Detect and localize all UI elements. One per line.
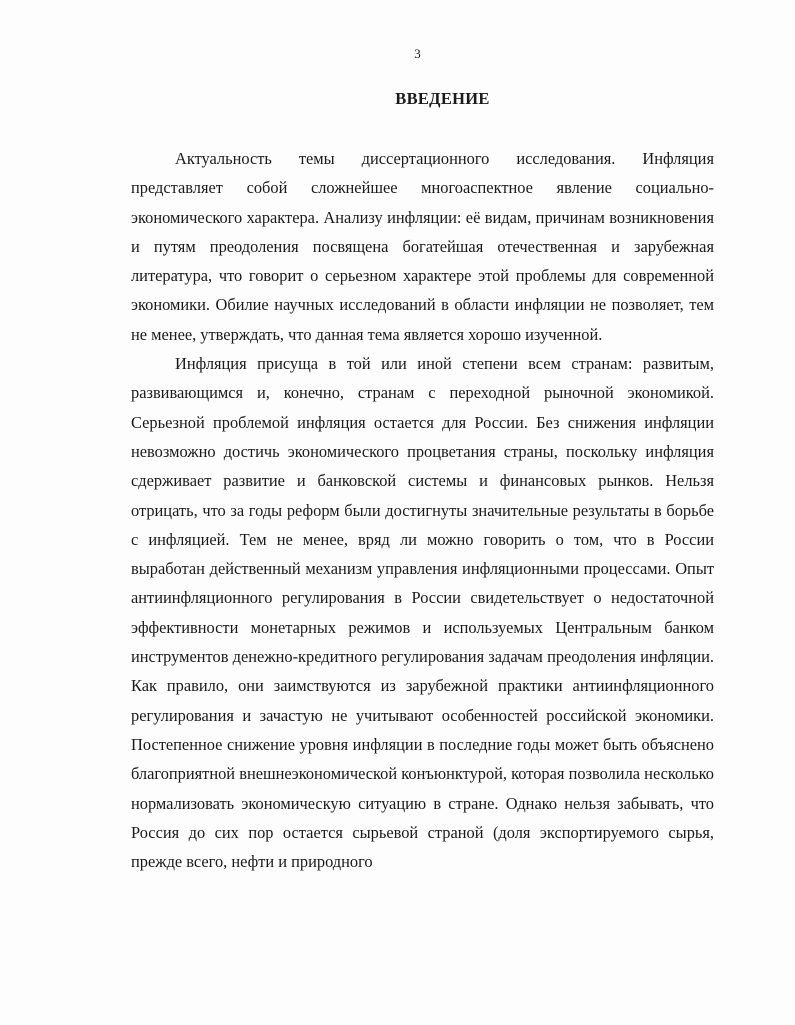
- paragraph-relevance: Актуальность темы диссертационного исследования. Инфляция представляет собой сложнейшее многоаспектное явление социально-экономического характера. Анализу инфляции: её видам, причинам возникновения и путям преодоления посвящена богатейшая отечественная и зарубежная литература, что говорит о серьезном характере этой проблемы для современной экономики. Обилие научных исследований в области инфляции не позволяет, тем не менее, утверждать, что данная тема является хорошо изученной.: [131, 149, 714, 344]
- page-number: 3: [414, 46, 421, 61]
- body-text: [131, 144, 714, 876]
- paragraph-inflation: Инфляция присуща в той или иной степени всем странам: развитым, развивающимся и, конечно, странам с переходной рыночной экономикой. Серьезной проблемой инфляция остается для России. Без снижения инфляции невозможно достичь экономического процветания страны, поскольку инфляция сдерживает развитие и банковской системы и финансовых рынков. Нельзя отрицать, что за годы реформ были достигнуты значительные результаты в борьбе с инфляцией. Тем не менее, вряд ли можно говорить о том, что в России выработан действенный механизм управления инфляционными процессами. Опыт антиинфляционного регулирования в России свидетельствует о недостаточной эффективности монетарных режимов и используемых Центральным банком инструментов денежно-кредитного регулирования задачам преодоления инфляции. Как правило, они заимствуются из зарубежной практики антиинфляционного регулирования и зачастую не учитывают особенностей российской экономики. Постепенное снижение уровня инфляции в последние годы может быть объяснено благоприятной внешнеэкономической конъюнктурой, которая позволила несколько нормализовать экономическую ситуацию в стране. Однако нельзя забывать, что Россия до сих пор остается сырьевой страной (доля экспортируемого сырья, прежде всего, нефти и природного: [131, 354, 714, 872]
- page-heading: ВВЕДЕНИЕ: [395, 89, 490, 108]
